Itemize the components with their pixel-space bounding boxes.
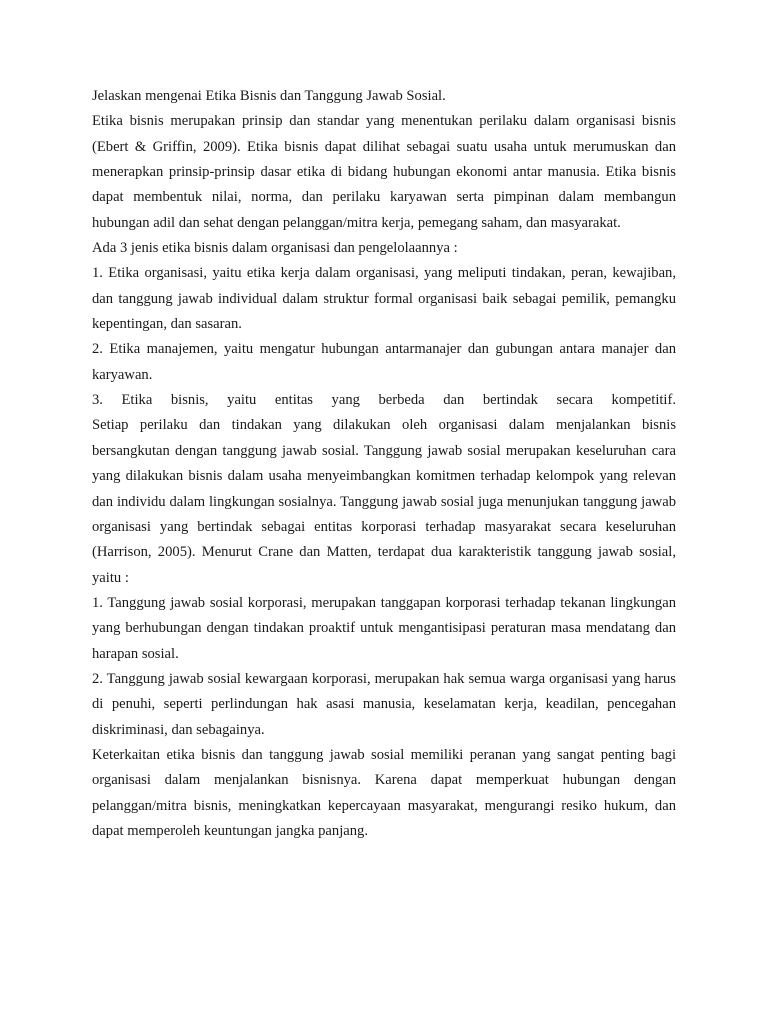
list-item-organization-ethics: 1. Etika organisasi, yaitu etika kerja dalam organisasi, yang meliputi tindakan, peran, kewajiban, dan tanggung jawab individual dalam struktur formal organisasi baik sebagai pemilik, pemangku kepentingan, dan sasaran. [92,265,676,333]
csr-paragraph: Setiap perilaku dan tindakan yang dilakukan oleh organisasi dalam menjalankan bisnis bersangkutan dengan tanggung jawab sosial. Tanggung jawab sosial merupakan keseluruhan cara yang dilakukan bisnis dalam usaha menyeimbangkan komitmen terhadap kelompok yang relevan dan individu dalam lingkungan sosialnya. Tanggung jawab sosial juga menunjukan tanggung jawab organisasi yang bertindak sebagai entitas korporasi terhadap masyarakat secara keseluruhan (Harrison, 2005). Menurut Crane dan Matten, terdapat dua karakteristik tanggung jawab sosial, yaitu : [92,417,676,586]
types-heading: Ada 3 jenis etika bisnis dalam organisasi dan pengelolaannya : [92,240,458,257]
question-line: Jelaskan mengenai Etika Bisnis dan Tanggung Jawab Sosial. [92,88,446,104]
conclusion-paragraph: Keterkaitan etika bisnis dan tanggung jawab sosial memiliki peranan yang sangat penting bagi organisasi dalam menjalankan bisnisnya. Karena dapat memperkuat hubungan dengan pelanggan/mitra bisnis, meningkatkan kepercayaan masyarakat, mengurangi resiko hukum, dan dapat memperoleh keuntungan jangka panjang. [92,746,676,839]
list-item-management-ethics: 2. Etika manajemen, yaitu mengatur hubungan antarmanajer dan gubungan antara manajer dan karyawan. [92,341,676,383]
document-body [92,84,676,844]
list-item-corporate-citizenship: 2. Tanggung jawab sosial kewargaan korporasi, merupakan hak semua warga organisasi yang harus di penuhi, seperti perlindungan hak asasi manusia, keselamatan kerja, keadilan, pencegahan diskriminasi, dan sebagainya. [92,670,676,738]
list-item-business-ethics: 3. Etika bisnis, yaitu entitas yang berbeda dan bertindak secara kompetitif. [92,392,676,409]
intro-paragraph: Etika bisnis merupakan prinsip dan standar yang menentukan perilaku dalam organisasi bisnis (Ebert & Griffin, 2009). Etika bisnis dapat dilihat sebagai suatu usaha untuk merumuskan dan menerapkan prinsip-prinsip dasar etika di bidang hubungan ekonomi antar manusia. Etika bisnis dapat membentuk nilai, norma, dan perilaku karyawan serta pimpinan dalam membangun hubungan adil dan sehat dengan pelanggan/mitra kerja, pemegang saham, dan masyarakat. [92,113,676,231]
list-item-corporate-social-responsibility: 1. Tanggung jawab sosial korporasi, merupakan tanggapan korporasi terhadap tekanan lingkungan yang berhubungan dengan tindakan proaktif untuk mengantisipasi peraturan masa mendatang dan harapan sosial. [92,594,676,662]
